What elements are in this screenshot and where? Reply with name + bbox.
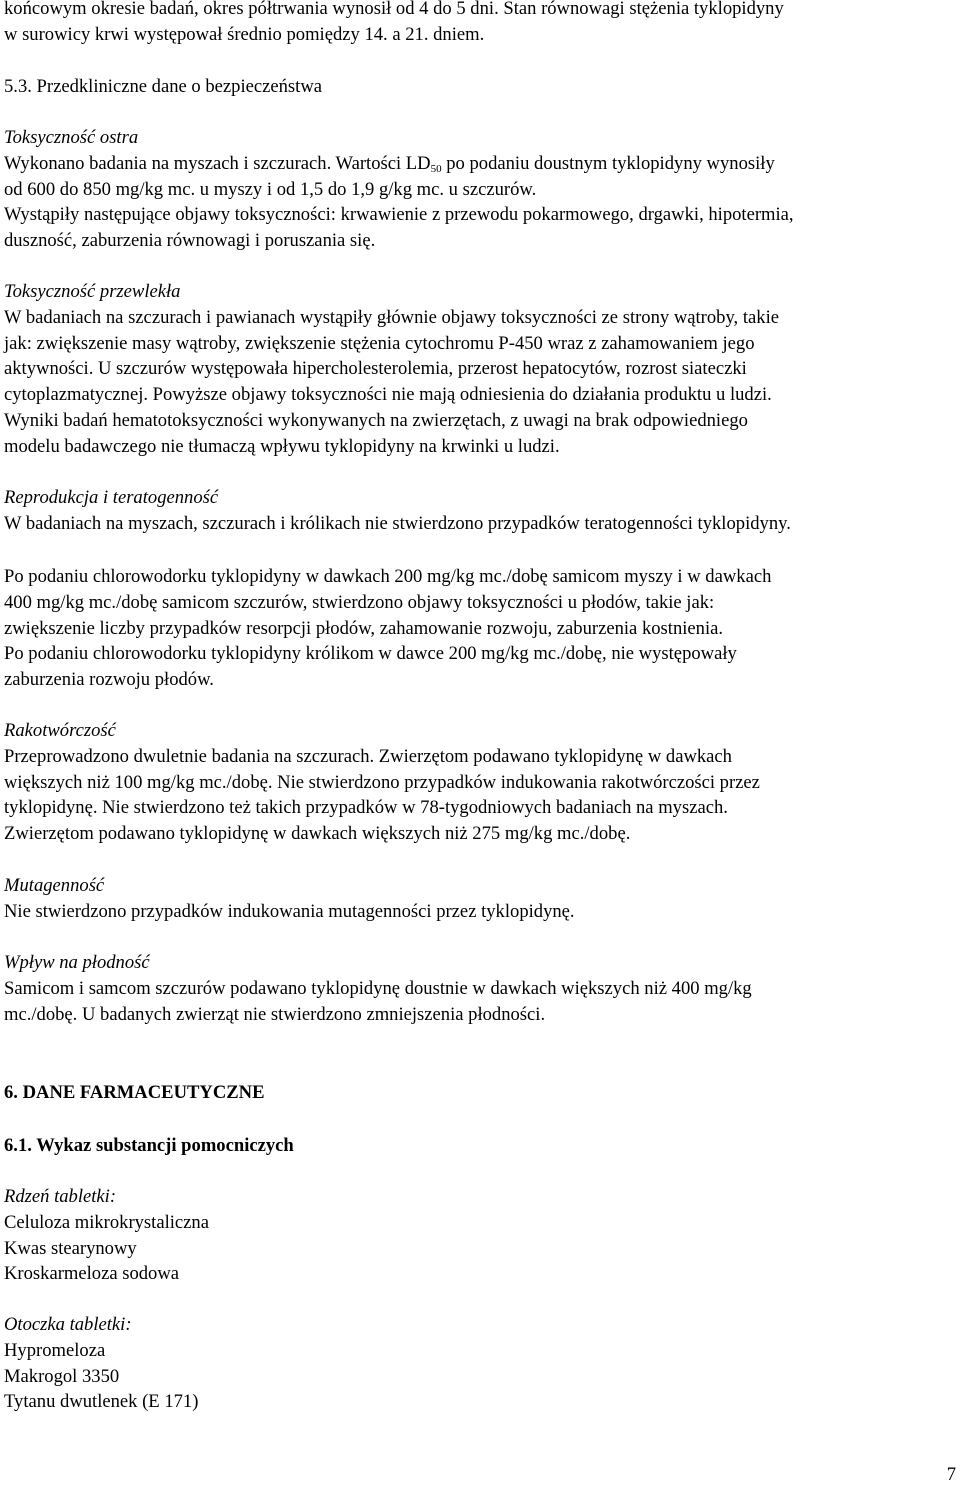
text-line: zwiększenie liczby przypadków resorpcji płodów, zahamowanie rozwoju, zaburzenia kostnienia. xyxy=(4,617,724,639)
intro-paragraph xyxy=(4,0,956,48)
text-line: cytoplazmatycznej. Powyższe objawy toksyczności nie mają odniesienia do działania produktu u ludzi. xyxy=(4,384,772,406)
text-line: w surowicy krwi występował średnio pomiędzy 14. a 21. dniem. xyxy=(4,23,485,45)
text-line: Po podaniu chlorowodorku tyklopidyny w dawkach 200 mg/kg mc./dobę samicom myszy i w dawkach xyxy=(4,566,772,587)
ld-subscript: 50 xyxy=(430,162,442,175)
text-line: Zwierzętom podawano tyklopidynę w dawkach większych niż 275 mg/kg mc./dobę. xyxy=(4,823,631,845)
text-line xyxy=(4,151,956,177)
text-line: 400 mg/kg mc./dobę samicom szczurów, stwierdzono objawy toksyczności u płodów, takie jak: xyxy=(4,591,715,613)
section-heading-5-3: 5.3. Przedkliniczne dane o bezpieczeństwa xyxy=(4,76,323,97)
carcinogenicity-heading: Rakotwórczość xyxy=(4,720,116,741)
chronic-toxicity-heading: Toksyczność przewlekła xyxy=(4,281,181,302)
text-line: końcowym okresie badań, okres półtrwania wynosił od 4 do 5 dni. Stan równowagi stężenia tyklopidyny xyxy=(4,0,784,19)
list-item: Tytanu dwutlenek (E 171) xyxy=(4,1391,199,1413)
text-line: Po podaniu chlorowodorku tyklopidyny królikom w dawce 200 mg/kg mc./dobę, nie występowały xyxy=(4,643,737,665)
list-item: Celuloza mikrokrystaliczna xyxy=(4,1211,209,1233)
chronic-toxicity-section xyxy=(4,279,956,460)
section-heading-6: 6. DANE FARMACEUTYCZNE xyxy=(4,1082,265,1103)
fertility-heading: Wpływ na płodność xyxy=(4,952,150,973)
text-line: mc./dobę. U badanych zwierząt nie stwierdzono zmniejszenia płodności. xyxy=(4,1003,546,1025)
fertility-section xyxy=(4,950,956,1027)
text-line: Wystąpiły następujące objawy toksyczności: krwawienie z przewodu pokarmowego, drgawki, hipotermia, xyxy=(4,204,794,226)
tablet-core-section xyxy=(4,1184,956,1287)
page-number: 7 xyxy=(946,1464,956,1485)
mutagenicity-section xyxy=(4,873,956,925)
acute-toxicity-section xyxy=(4,125,956,254)
text-line: duszność, zaburzenia równowagi i poruszania się. xyxy=(4,230,376,252)
text-line: jak: zwiększenie masy wątroby, zwiększenie stężenia cytochromu P-450 wraz z zahamowaniem jego xyxy=(4,332,755,354)
reproduction-section xyxy=(4,485,956,537)
mutagenicity-heading: Mutagenność xyxy=(4,875,105,896)
text-fragment: po podaniu doustnym tyklopidyny wynosiły xyxy=(441,152,775,174)
text-line: modelu badawczego nie tłumaczą wpływu tyklopidyny na krwinki u ludzi. xyxy=(4,435,560,457)
text-line: aktywności. U szczurów występowała hipercholesterolemia, przerost hepatocytów, rozrost siateczki xyxy=(4,358,747,380)
text-fragment: Wykonano badania na myszach i szczurach. Wartości LD xyxy=(4,152,431,174)
text-line: Wyniki badań hematotoksyczności wykonywanych na zwierzętach, z uwagi na brak odpowiedniego xyxy=(4,409,748,431)
text-line: Samicom i samcom szczurów podawano tyklopidynę doustnie w dawkach większych niż 400 mg/kg xyxy=(4,977,752,999)
acute-toxicity-heading: Toksyczność ostra xyxy=(4,127,139,148)
list-item: Makrogol 3350 xyxy=(4,1365,120,1387)
text-line: W badaniach na myszach, szczurach i królikach nie stwierdzono przypadków teratogenności tyklopidyny. xyxy=(4,512,791,534)
reproduction-heading: Reprodukcja i teratogenność xyxy=(4,487,219,508)
list-item: Hypromeloza xyxy=(4,1339,106,1361)
tablet-core-heading: Rdzeń tabletki: xyxy=(4,1186,117,1207)
text-line: Nie stwierdzono przypadków indukowania mutagenności przez tyklopidynę. xyxy=(4,900,575,922)
tablet-coating-section xyxy=(4,1312,956,1415)
text-line: zaburzenia rozwoju płodów. xyxy=(4,669,214,691)
list-item: Kroskarmeloza sodowa xyxy=(4,1263,180,1285)
text-line: większych niż 100 mg/kg mc./dobę. Nie stwierdzono przypadków indukowania rakotwórczości przez xyxy=(4,771,760,793)
reproduction-details xyxy=(4,564,956,693)
list-item: Kwas stearynowy xyxy=(4,1237,137,1259)
tablet-coating-heading: Otoczka tabletki: xyxy=(4,1314,132,1335)
text-line: Przeprowadzono dwuletnie badania na szczurach. Zwierzętom podawano tyklopidynę w dawkach xyxy=(4,745,732,767)
section-heading-6-1: 6.1. Wykaz substancji pomocniczych xyxy=(4,1135,294,1156)
carcinogenicity-section xyxy=(4,718,956,847)
text-line: od 600 do 850 mg/kg mc. u myszy i od 1,5 do 1,9 g/kg mc. u szczurów. xyxy=(4,178,537,200)
text-line: tyklopidynę. Nie stwierdzono też takich przypadków w 78-tygodniowych badaniach na myszach. xyxy=(4,797,728,819)
text-line: W badaniach na szczurach i pawianach wystąpiły głównie objawy toksyczności ze strony wątroby, takie xyxy=(4,306,779,328)
